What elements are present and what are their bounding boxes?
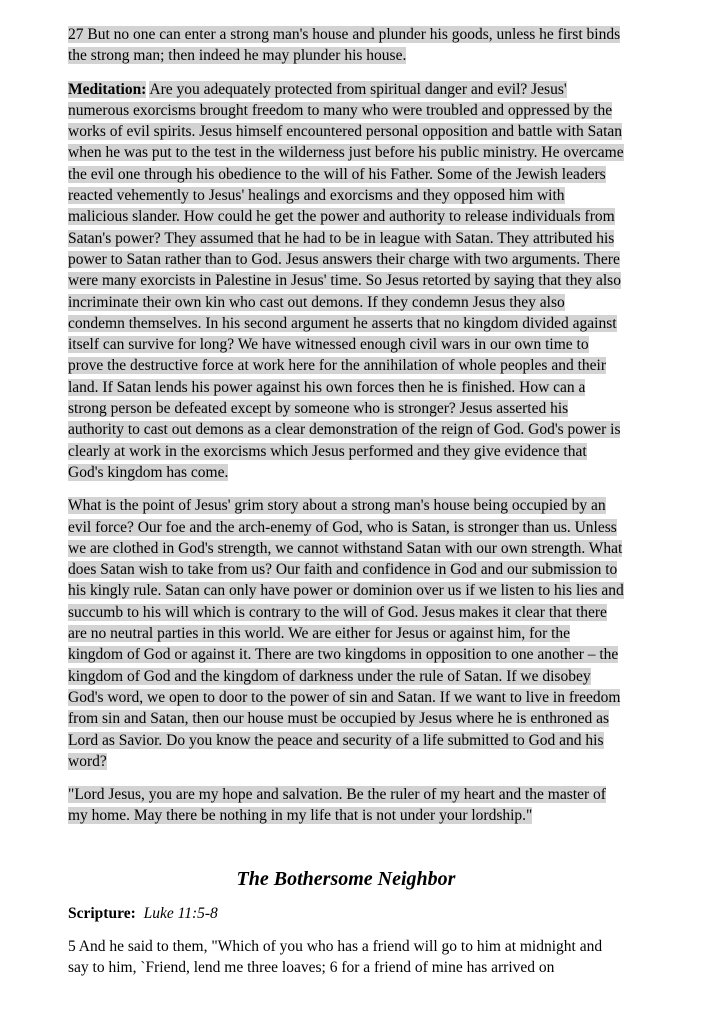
scripture-reference: Luke 11:5-8 (143, 904, 218, 922)
document-page (68, 24, 624, 991)
section-title: The Bothersome Neighbor (236, 867, 456, 890)
meditation-label: Meditation: (68, 80, 147, 98)
verse-27-text: 27 But no one can enter a strong man's house and plunder his goods, unless he first binds the strong man; then indeed he may plunder his house. (68, 26, 621, 65)
scripture-label: Scripture: (68, 904, 136, 922)
verse-27-paragraph (68, 24, 624, 67)
prayer-text: "Lord Jesus, you are my hope and salvation. Be the ruler of my heart and the master of my home. May there be nothing in my life that is not under your lordship." (68, 786, 606, 825)
meditation-text: Are you adequately protected from spiritual danger and evil? Jesus' numerous exorcisms brought freedom to many who were troubled and oppressed by the works of evil spirits. Jesus himself encountered personal opposition and battle with Satan when he was put to the test in the wilderness just before his public ministry. He overcame the evil one through his obedience to the will of his Father. Some of the Jewish leaders reacted vehemently to Jesus' healings and exorcisms and they opposed him with malicious slander. How could he get the power and authority to release individuals from Satan's power? They assumed that he had to be in league with Satan. They attributed his power to Satan rather than to God. Jesus answers their charge with two arguments. There were many exorcists in Palestine in Jesus' time. So Jesus retorted by saying that they also incriminate their own kin who cast out demons. If they condemn Jesus they also condemn themselves. In his second argument he asserts that no kingdom divided against itself can survive for long? We have witnessed enough civil wars in our own time to prove the destructive force at work here for the annihilation of whole peoples and their land. If Satan lends his power against his own forces then he is finished. How can a strong person be defeated except by someone who is stronger? Jesus asserted his authority to cast out demons as a clear demonstration of the reign of God. God's power is clearly at work in the exorcisms which Jesus performed and they give evidence that God's kingdom has come. (68, 80, 624, 481)
strong-man-text: What is the point of Jesus' grim story about a strong man's house being occupied by an evil force? Our foe and the arch-enemy of God, who is Satan, is stronger than us. Unless we are clothed in God's strength, we cannot withstand Satan with our own strength. What does Satan wish to take from us? Our faith and confidence in God and our submission to his kingly rule. Satan can only have power or dominion over us if we listen to his lies and succumb to his will which is contrary to the will of God. Jesus makes it clear that there are no neutral parties in this world. We are either for Jesus or against him, for the kingdom of God or against it. There are two kingdoms in opposition to one another – the kingdom of God and the kingdom of darkness under the rule of Satan. If we disobey God's word, we open to door to the power of sin and Satan. If we want to live in freedom from sin and Satan, then our house must be occupied by Jesus where he is enthroned as Lord as Savior. Do you know the peace and security of a life submitted to God and his word? (68, 497, 624, 770)
meditation-paragraph (68, 79, 624, 484)
verse-5-paragraph (68, 936, 624, 979)
verse-5-text: 5 And he said to them, "Which of you who has a friend will go to him at midnight and say to him, `Friend, lend me three loaves; 6 for a friend of mine has arrived on (68, 937, 603, 977)
prayer-paragraph (68, 784, 624, 827)
strong-man-paragraph (68, 495, 624, 772)
scripture-line (68, 903, 624, 924)
